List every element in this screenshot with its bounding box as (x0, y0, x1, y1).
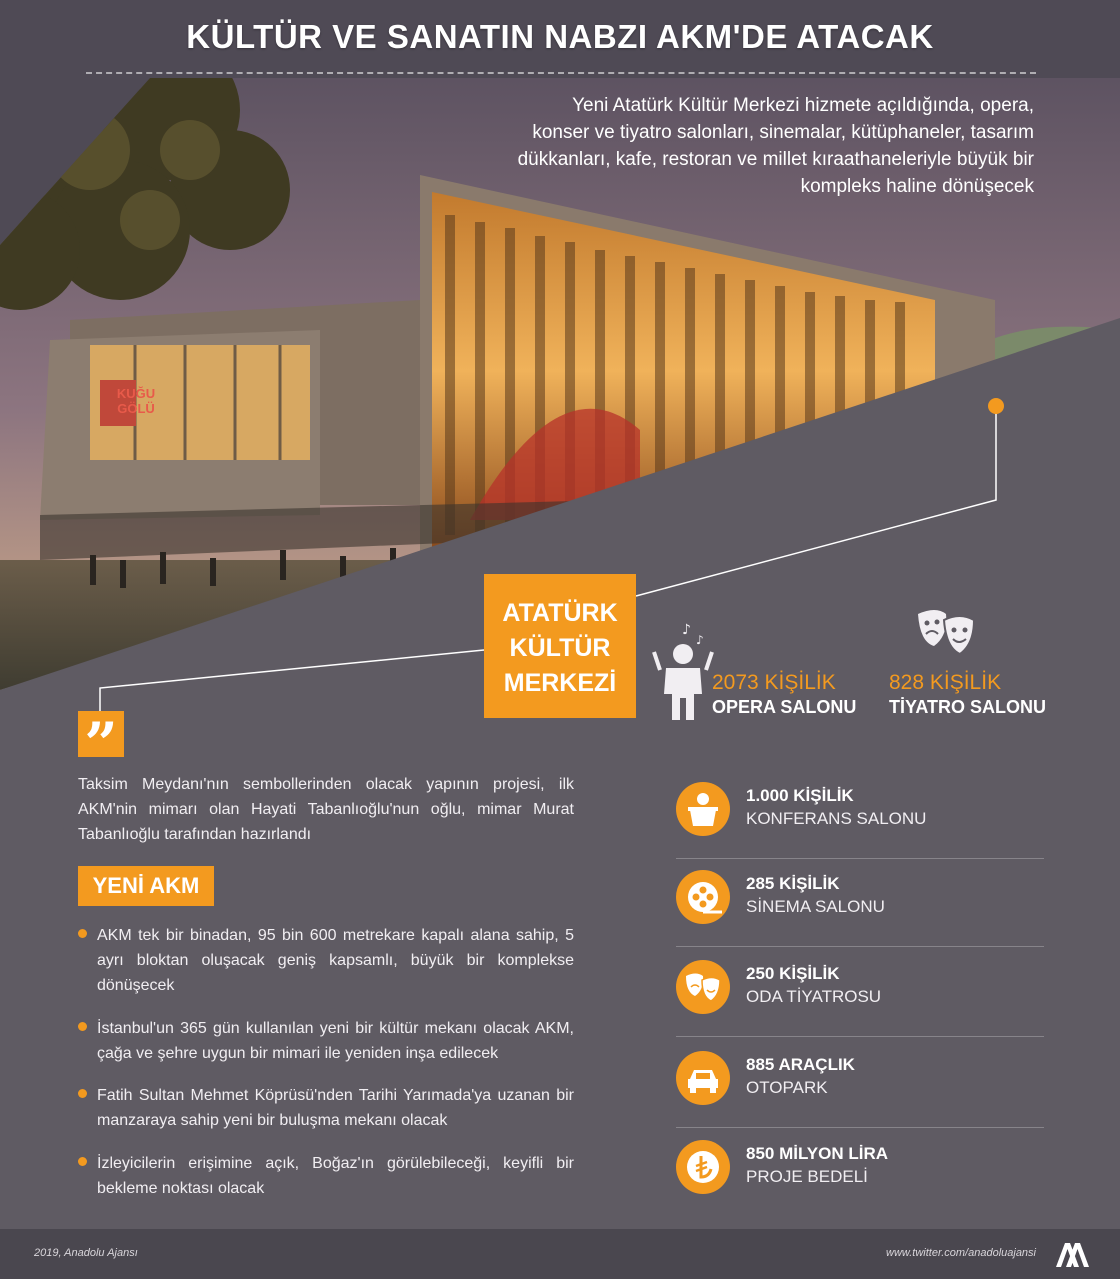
page-title: KÜLTÜR VE SANATIN NABZI AKM'DE ATACAK (186, 18, 934, 55)
lectern-icon (676, 782, 730, 836)
list-item (78, 1151, 574, 1201)
bullet-text: AKM tek bir binadan, 95 bin 600 metrekare kapalı alana sahip, 5 ayrı bloktan oluşacak geniş kapsamlı, büyük bir komplekse dönüşecek (97, 927, 574, 994)
title-divider (86, 72, 1036, 74)
facility-label: ODA TİYATROSU (746, 987, 882, 1006)
theater-label: TİYATRO SALONU (889, 697, 1047, 717)
facility-value: 1.000 KİŞİLİK (746, 786, 854, 805)
svg-text:♪: ♪ (696, 633, 704, 647)
quote-mark-box (78, 710, 124, 778)
divider (676, 858, 1044, 859)
facility-label: OTOPARK (746, 1078, 828, 1097)
svg-text:♪: ♪ (682, 622, 691, 638)
film-reel-icon (676, 870, 730, 924)
car-icon (676, 1051, 730, 1105)
logo-text: AA (1054, 1239, 1056, 1240)
facility-label: KONFERANS SALONU (746, 809, 927, 828)
bullet-dot (78, 1022, 87, 1031)
building-sign (104, 386, 168, 416)
akm-badge (484, 574, 636, 718)
divider (676, 1127, 1044, 1128)
footer-credit: 2019, Anadolu Ajansı (34, 1247, 138, 1259)
facility-conference (676, 782, 1044, 850)
theater-capacity: 828 KİŞİLİK (889, 671, 1002, 694)
facility-label: SİNEMA SALONU (746, 897, 885, 916)
divider (676, 946, 1044, 947)
facility-value: 885 ARAÇLIK (746, 1055, 855, 1074)
list-item (78, 1083, 574, 1133)
facility-label: PROJE BEDELİ (746, 1167, 868, 1186)
conductor-icon (652, 622, 714, 722)
quote-mark: ” (84, 710, 118, 778)
badge-line: KÜLTÜR (509, 634, 611, 662)
sign-line: GÖLÜ (117, 401, 155, 416)
section-title: YENİ AKM (78, 866, 214, 906)
bullet-text: Fatih Sultan Mehmet Köprüsü'nden Tarihi Yarımada'ya uzanan bir manzaraya sahip yeni bir buluşma mekanı olacak (97, 1087, 574, 1129)
badge-line: MERKEZİ (503, 669, 617, 697)
intro-text: Yeni Atatürk Kültür Merkezi hizmete açıldığında, opera, konser ve tiyatro salonları, sinemalar, kütüphaneler, tasarım dükkanları, kafe, restoran ve millet kıraathaneleriyle büyük bir kompleks haline dönüşecek (517, 95, 1034, 197)
footer (0, 1229, 1120, 1279)
bullet-dot (78, 929, 87, 938)
opera-label: OPERA SALONU (712, 697, 857, 717)
facility-cinema (676, 870, 1044, 938)
facility-parking (676, 1051, 1044, 1119)
facility-value: 285 KİŞİLİK (746, 874, 840, 893)
bullet-dot (78, 1157, 87, 1166)
opera-capacity: 2073 KİŞİLİK (712, 671, 836, 694)
bullet-text: İzleyicilerin erişimine açık, Boğaz'ın görülebileceği, keyifli bir bekleme noktası olacak (97, 1155, 574, 1197)
list-item (78, 923, 574, 998)
bullet-dot (78, 1089, 87, 1098)
sign-line: KUĞU (116, 386, 156, 401)
summary-text: Taksim Meydanı'nın sembollerinden olacak yapının projesi, ilk AKM'nin mimarı olan Hayati Tabanlıoğlu'nun oğlu, mimar Murat Tabanlıoğlu tarafından hazırlandı (78, 776, 574, 843)
facility-chamber-theater (676, 960, 1044, 1028)
theater-masks-icon (914, 606, 978, 658)
list-item (78, 1016, 574, 1066)
lira-icon (676, 1140, 730, 1194)
facility-value: 850 MİLYON LİRA (746, 1144, 889, 1163)
facility-value: 250 KİŞİLİK (746, 964, 840, 983)
theater-masks-icon (676, 960, 730, 1014)
divider (676, 1036, 1044, 1037)
badge-line: ATATÜRK (502, 599, 618, 627)
aa-logo (1054, 1239, 1090, 1269)
facility-budget (676, 1140, 1044, 1208)
footer-link[interactable]: www.twitter.com/anadoluajansi (886, 1247, 1036, 1259)
bullet-text: İstanbul'un 365 gün kullanılan yeni bir kültür mekanı olacak AKM, çağa ve şehre uygun bir mimari ile yeniden inşa edilecek (97, 1020, 574, 1062)
